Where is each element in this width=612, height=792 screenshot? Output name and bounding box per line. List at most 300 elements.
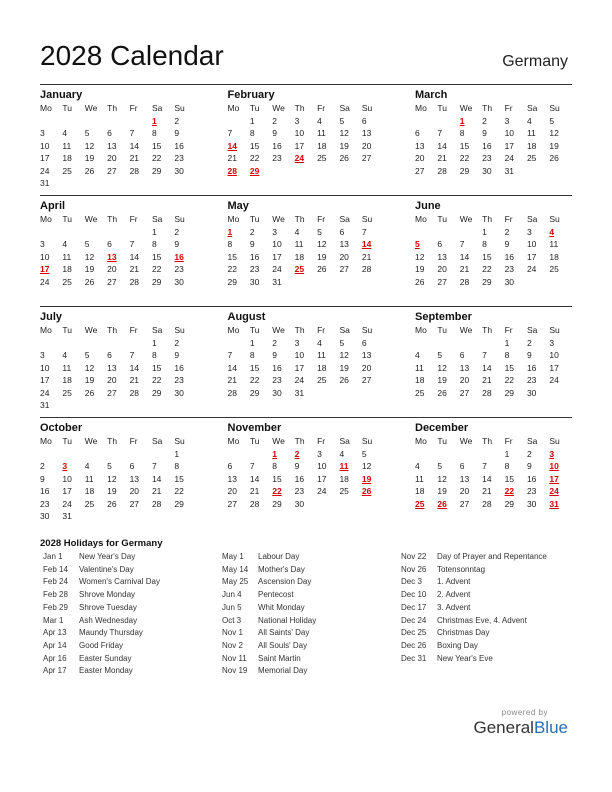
holiday-day: 31 [549, 498, 559, 509]
day: 1 [174, 448, 180, 459]
weekday-header: Fr [317, 325, 326, 335]
holiday-day: 13 [107, 251, 117, 262]
day: 4 [317, 115, 322, 126]
day: 11 [415, 362, 424, 373]
day: 26 [84, 387, 95, 398]
weekday-header: Th [294, 436, 305, 446]
weekday-header: Th [107, 214, 118, 224]
day: 9 [272, 350, 278, 360]
holiday-day: 1 [272, 448, 278, 459]
day: 5 [361, 448, 367, 459]
day: 26 [339, 375, 349, 385]
day: 29 [151, 276, 162, 287]
holiday-date: Nov 11 [222, 653, 247, 663]
empty-cell [460, 337, 482, 350]
day: 13 [339, 239, 349, 249]
day: 15 [249, 140, 260, 151]
day: 17 [40, 153, 50, 163]
weekday-header: Th [482, 103, 493, 113]
day: 3 [504, 115, 510, 126]
day: 18 [415, 486, 425, 496]
weekday-header: Th [107, 436, 118, 446]
day: 7 [227, 128, 233, 138]
day: 15 [504, 362, 515, 373]
holiday-day: 25 [415, 498, 425, 509]
day: 27 [129, 498, 140, 509]
day: 15 [272, 473, 282, 484]
day: 6 [415, 128, 420, 138]
day: 9 [294, 461, 300, 471]
holiday-date: Dec 10 [401, 590, 427, 600]
day: 30 [526, 498, 537, 509]
day: 23 [294, 486, 305, 496]
weekday-header: Th [107, 103, 118, 113]
day: 16 [272, 362, 282, 373]
holiday-item [222, 589, 316, 602]
day: 4 [62, 350, 68, 360]
month-name: January [40, 89, 83, 101]
weekday-header: Fr [317, 103, 326, 113]
month-name: August [227, 311, 266, 323]
weekday-header: Su [174, 103, 185, 113]
holiday-day: 17 [549, 473, 559, 484]
day: 18 [62, 153, 72, 163]
day: 9 [174, 350, 180, 360]
day-grid [40, 102, 197, 190]
day: 26 [549, 153, 559, 163]
day: 31 [504, 165, 515, 176]
holiday-item [222, 615, 316, 628]
day: 28 [361, 264, 372, 274]
empty-cell [250, 448, 272, 461]
day: 30 [174, 165, 184, 176]
day: 4 [415, 461, 420, 471]
page-title: 2028 Calendar [40, 40, 224, 71]
day: 19 [339, 362, 349, 373]
holiday-name: Day of Prayer and Repentance [437, 552, 547, 561]
weekday-header: We [84, 103, 98, 113]
holiday-name: Christmas Eve, 4. Advent [437, 615, 527, 625]
day: 3 [317, 448, 322, 459]
day: 29 [272, 498, 282, 509]
weekday-header: Sa [526, 103, 538, 113]
day: 20 [361, 362, 372, 373]
day: 31 [40, 178, 50, 188]
holiday-day: 22 [504, 486, 515, 496]
day: 4 [294, 226, 300, 237]
day: 21 [151, 486, 162, 496]
holiday-day: 4 [549, 226, 555, 237]
day: 13 [227, 473, 237, 484]
holiday-day: 17 [40, 264, 50, 274]
day: 27 [107, 165, 117, 176]
day: 4 [415, 350, 420, 360]
holiday-date: Apr 16 [43, 653, 67, 663]
day: 15 [482, 251, 492, 262]
day: 20 [107, 375, 117, 385]
weekday-header: Su [174, 436, 185, 446]
day: 27 [227, 498, 237, 509]
holiday-date: Apr 13 [43, 628, 67, 638]
empty-cell [460, 226, 482, 239]
empty-cell [62, 226, 84, 239]
day: 19 [437, 486, 447, 496]
month-name: December [415, 422, 469, 434]
day: 29 [151, 165, 162, 176]
day: 13 [107, 140, 117, 151]
day: 12 [339, 350, 349, 360]
month-row [40, 195, 572, 306]
weekday-header: Mo [415, 436, 427, 446]
month-row [40, 84, 572, 195]
day: 9 [504, 239, 510, 249]
weekday-header: Mo [415, 214, 427, 224]
month-may [228, 199, 385, 306]
holiday-date: Nov 26 [401, 564, 427, 574]
weekday-header: Fr [504, 103, 513, 113]
day: 24 [272, 264, 282, 274]
empty-cell [437, 337, 459, 350]
day: 12 [84, 251, 95, 262]
holiday-day: 28 [227, 165, 237, 176]
day: 25 [84, 498, 95, 509]
holiday-day: 25 [294, 264, 305, 274]
day-grid [415, 213, 572, 288]
day: 11 [317, 350, 326, 360]
holiday-item [401, 551, 547, 564]
month-name: November [227, 422, 282, 434]
holiday-name: All Saints' Day [258, 628, 310, 638]
holiday-item [222, 653, 316, 666]
day: 6 [361, 115, 367, 126]
day: 9 [526, 350, 532, 360]
day: 1 [151, 226, 157, 237]
day-grid [228, 213, 385, 288]
day: 28 [129, 387, 140, 398]
empty-cell [40, 448, 62, 461]
weekday-header: We [272, 436, 285, 446]
day: 12 [107, 473, 117, 484]
month-name: April [40, 200, 66, 212]
day: 16 [249, 251, 260, 262]
holiday-name: Mother's Day [258, 564, 305, 574]
holiday-date: Dec 31 [401, 653, 427, 663]
holiday-name: Boxing Day [437, 640, 478, 650]
day: 24 [549, 375, 559, 385]
day: 22 [227, 264, 237, 274]
day: 5 [437, 350, 443, 360]
day: 4 [317, 337, 322, 348]
day: 21 [129, 153, 140, 163]
day: 29 [504, 498, 515, 509]
day: 27 [361, 153, 372, 163]
holiday-item [401, 627, 547, 640]
weekday-header: Th [294, 325, 305, 335]
day: 15 [504, 473, 515, 484]
empty-cell [40, 115, 62, 128]
day: 13 [415, 140, 425, 151]
day: 1 [504, 337, 510, 348]
day: 10 [526, 239, 537, 249]
day: 16 [174, 140, 184, 151]
day: 29 [459, 165, 470, 176]
weekday-header: Fr [129, 103, 138, 113]
holiday-date: Feb 14 [43, 564, 68, 574]
holiday-name: Ash Wednesday [79, 615, 138, 625]
holiday-name: Saint Martin [258, 653, 301, 663]
holiday-day: 5 [415, 239, 420, 249]
weekday-header: Fr [129, 436, 138, 446]
day: 12 [415, 251, 425, 262]
day: 10 [40, 362, 50, 373]
holiday-day: 14 [227, 140, 237, 151]
day: 6 [459, 461, 465, 471]
holiday-item [222, 640, 316, 653]
day-grid [228, 435, 385, 510]
day: 7 [459, 239, 465, 249]
day: 7 [249, 461, 255, 471]
day: 15 [459, 140, 470, 151]
weekday-header: Tu [249, 103, 260, 113]
day: 3 [294, 115, 300, 126]
day: 31 [40, 400, 50, 410]
weekday-header: Mo [415, 325, 427, 335]
weekday-header: Su [361, 214, 373, 224]
day: 24 [504, 153, 515, 163]
day: 20 [129, 486, 140, 496]
weekday-header: Fr [504, 214, 513, 224]
day: 13 [361, 128, 372, 138]
empty-cell [228, 448, 250, 461]
day: 18 [415, 375, 425, 385]
day: 8 [151, 239, 157, 249]
month-april [40, 199, 197, 306]
holiday-item [43, 564, 160, 577]
holiday-date: Dec 3 [401, 577, 422, 587]
day: 5 [339, 337, 345, 348]
weekday-header: We [459, 103, 473, 113]
day: 23 [174, 153, 184, 163]
day: 2 [504, 226, 510, 237]
day: 16 [482, 140, 492, 151]
day: 30 [40, 511, 50, 521]
day: 24 [526, 264, 537, 274]
day: 11 [62, 251, 72, 262]
day: 22 [504, 375, 515, 385]
day: 6 [107, 239, 112, 249]
day: 27 [437, 276, 447, 287]
day: 8 [272, 461, 278, 471]
weekday-header: Su [361, 103, 373, 113]
day: 10 [294, 128, 305, 138]
empty-cell [107, 337, 129, 350]
weekday-header: Fr [317, 436, 326, 446]
weekday-header: Su [361, 436, 373, 446]
day: 3 [272, 226, 278, 237]
day: 2 [249, 226, 255, 237]
day: 12 [437, 473, 447, 484]
day: 7 [227, 350, 233, 360]
day: 28 [459, 276, 470, 287]
day: 6 [227, 461, 233, 471]
day: 14 [129, 251, 140, 262]
day: 30 [272, 387, 282, 398]
weekday-header: Th [294, 214, 305, 224]
holiday-date: Nov 2 [222, 640, 243, 650]
holiday-name: Easter Monday [79, 666, 133, 676]
weekday-header: Su [174, 214, 185, 224]
month-name: June [415, 200, 441, 212]
holiday-date: Jun 5 [222, 602, 242, 612]
holiday-day: 19 [361, 473, 372, 484]
weekday-header: Fr [317, 214, 326, 224]
holidays-column-1 [43, 551, 160, 678]
day: 31 [272, 276, 282, 287]
day: 5 [84, 128, 90, 138]
holiday-name: Women's Carnival Day [79, 577, 160, 587]
day: 19 [84, 153, 95, 163]
weekday-header: We [272, 325, 285, 335]
day: 21 [482, 375, 492, 385]
day: 10 [294, 350, 305, 360]
day: 14 [459, 251, 470, 262]
day: 29 [504, 387, 515, 398]
holiday-item [43, 640, 160, 653]
day-grid [228, 102, 385, 177]
day: 24 [62, 498, 72, 509]
weekday-header: Th [482, 214, 493, 224]
holiday-name: Good Friday [79, 640, 124, 650]
day: 2 [272, 337, 278, 348]
weekday-header: We [272, 214, 285, 224]
day: 27 [361, 375, 372, 385]
day: 17 [549, 362, 559, 373]
weekday-header: Fr [504, 436, 513, 446]
day: 28 [482, 498, 492, 509]
weekday-header: Tu [62, 325, 72, 335]
day: 13 [459, 473, 470, 484]
empty-cell [482, 337, 504, 350]
holiday-item [222, 665, 316, 678]
empty-cell [415, 115, 437, 128]
day: 14 [482, 362, 492, 373]
holiday-name: New Year's Eve [437, 653, 493, 663]
day: 17 [526, 251, 537, 262]
holiday-day: 24 [294, 153, 305, 163]
weekday-header: Mo [40, 436, 52, 446]
day: 30 [526, 387, 537, 398]
day: 19 [84, 375, 95, 385]
holiday-date: Mar 1 [43, 615, 64, 625]
weekday-header: Tu [62, 436, 72, 446]
holiday-item [43, 653, 160, 666]
day: 23 [174, 264, 184, 274]
day: 31 [62, 511, 72, 521]
brand-name-blue: Blue [533, 718, 568, 737]
empty-cell [85, 448, 107, 461]
day: 8 [459, 128, 465, 138]
weekday-header: Su [549, 436, 560, 446]
month-name: May [227, 200, 249, 212]
holiday-date: Feb 29 [43, 602, 68, 612]
empty-cell [482, 448, 504, 461]
empty-cell [460, 448, 482, 461]
month-row [40, 417, 572, 528]
day: 14 [227, 362, 237, 373]
month-september [415, 310, 572, 417]
day: 8 [504, 461, 510, 471]
day: 28 [482, 387, 492, 398]
day: 16 [526, 473, 537, 484]
weekday-header: Mo [415, 103, 427, 113]
day: 23 [272, 375, 282, 385]
day: 28 [151, 498, 162, 509]
month-march [415, 88, 572, 195]
day: 18 [549, 251, 559, 262]
day: 11 [294, 239, 304, 249]
holiday-day: 22 [272, 486, 282, 496]
weekday-header: Tu [62, 214, 72, 224]
holiday-name: Memorial Day [258, 666, 308, 676]
day: 8 [249, 128, 255, 138]
holiday-item [401, 564, 547, 577]
day: 1 [151, 337, 157, 348]
day: 10 [40, 140, 50, 151]
day: 2 [174, 115, 180, 126]
day: 9 [40, 473, 45, 484]
day: 25 [317, 375, 327, 385]
holiday-date: May 1 [222, 552, 244, 561]
weekday-header: Sa [339, 325, 350, 335]
day: 28 [129, 165, 140, 176]
weekday-header: Sa [151, 436, 163, 446]
holidays-column-3 [401, 551, 547, 665]
day: 8 [249, 350, 255, 360]
holiday-date: Feb 28 [43, 590, 68, 600]
holiday-date: May 14 [222, 564, 249, 574]
day: 10 [504, 128, 515, 138]
empty-cell [40, 226, 62, 239]
day-grid [40, 213, 197, 288]
day: 20 [339, 251, 349, 262]
holiday-item [43, 602, 160, 615]
day: 21 [459, 264, 470, 274]
weekday-header: We [459, 214, 473, 224]
day: 23 [249, 264, 260, 274]
day: 5 [84, 239, 90, 249]
day: 5 [84, 350, 90, 360]
weekday-header: Tu [437, 436, 447, 446]
empty-cell [85, 226, 107, 239]
holiday-day: 26 [437, 498, 447, 509]
day: 9 [174, 239, 180, 249]
day: 11 [84, 473, 94, 484]
day: 1 [249, 337, 255, 348]
holiday-item [43, 589, 160, 602]
day: 27 [459, 387, 470, 398]
weekday-header: Mo [227, 325, 240, 335]
weekday-header: Fr [504, 325, 513, 335]
weekday-header: Sa [526, 214, 538, 224]
day: 6 [129, 461, 135, 471]
day: 28 [227, 387, 237, 398]
weekday-header: Tu [249, 214, 260, 224]
day: 16 [526, 362, 537, 373]
day: 30 [504, 276, 515, 287]
weekday-header: We [459, 325, 473, 335]
day: 7 [482, 461, 487, 471]
holiday-date: Feb 24 [43, 577, 68, 587]
